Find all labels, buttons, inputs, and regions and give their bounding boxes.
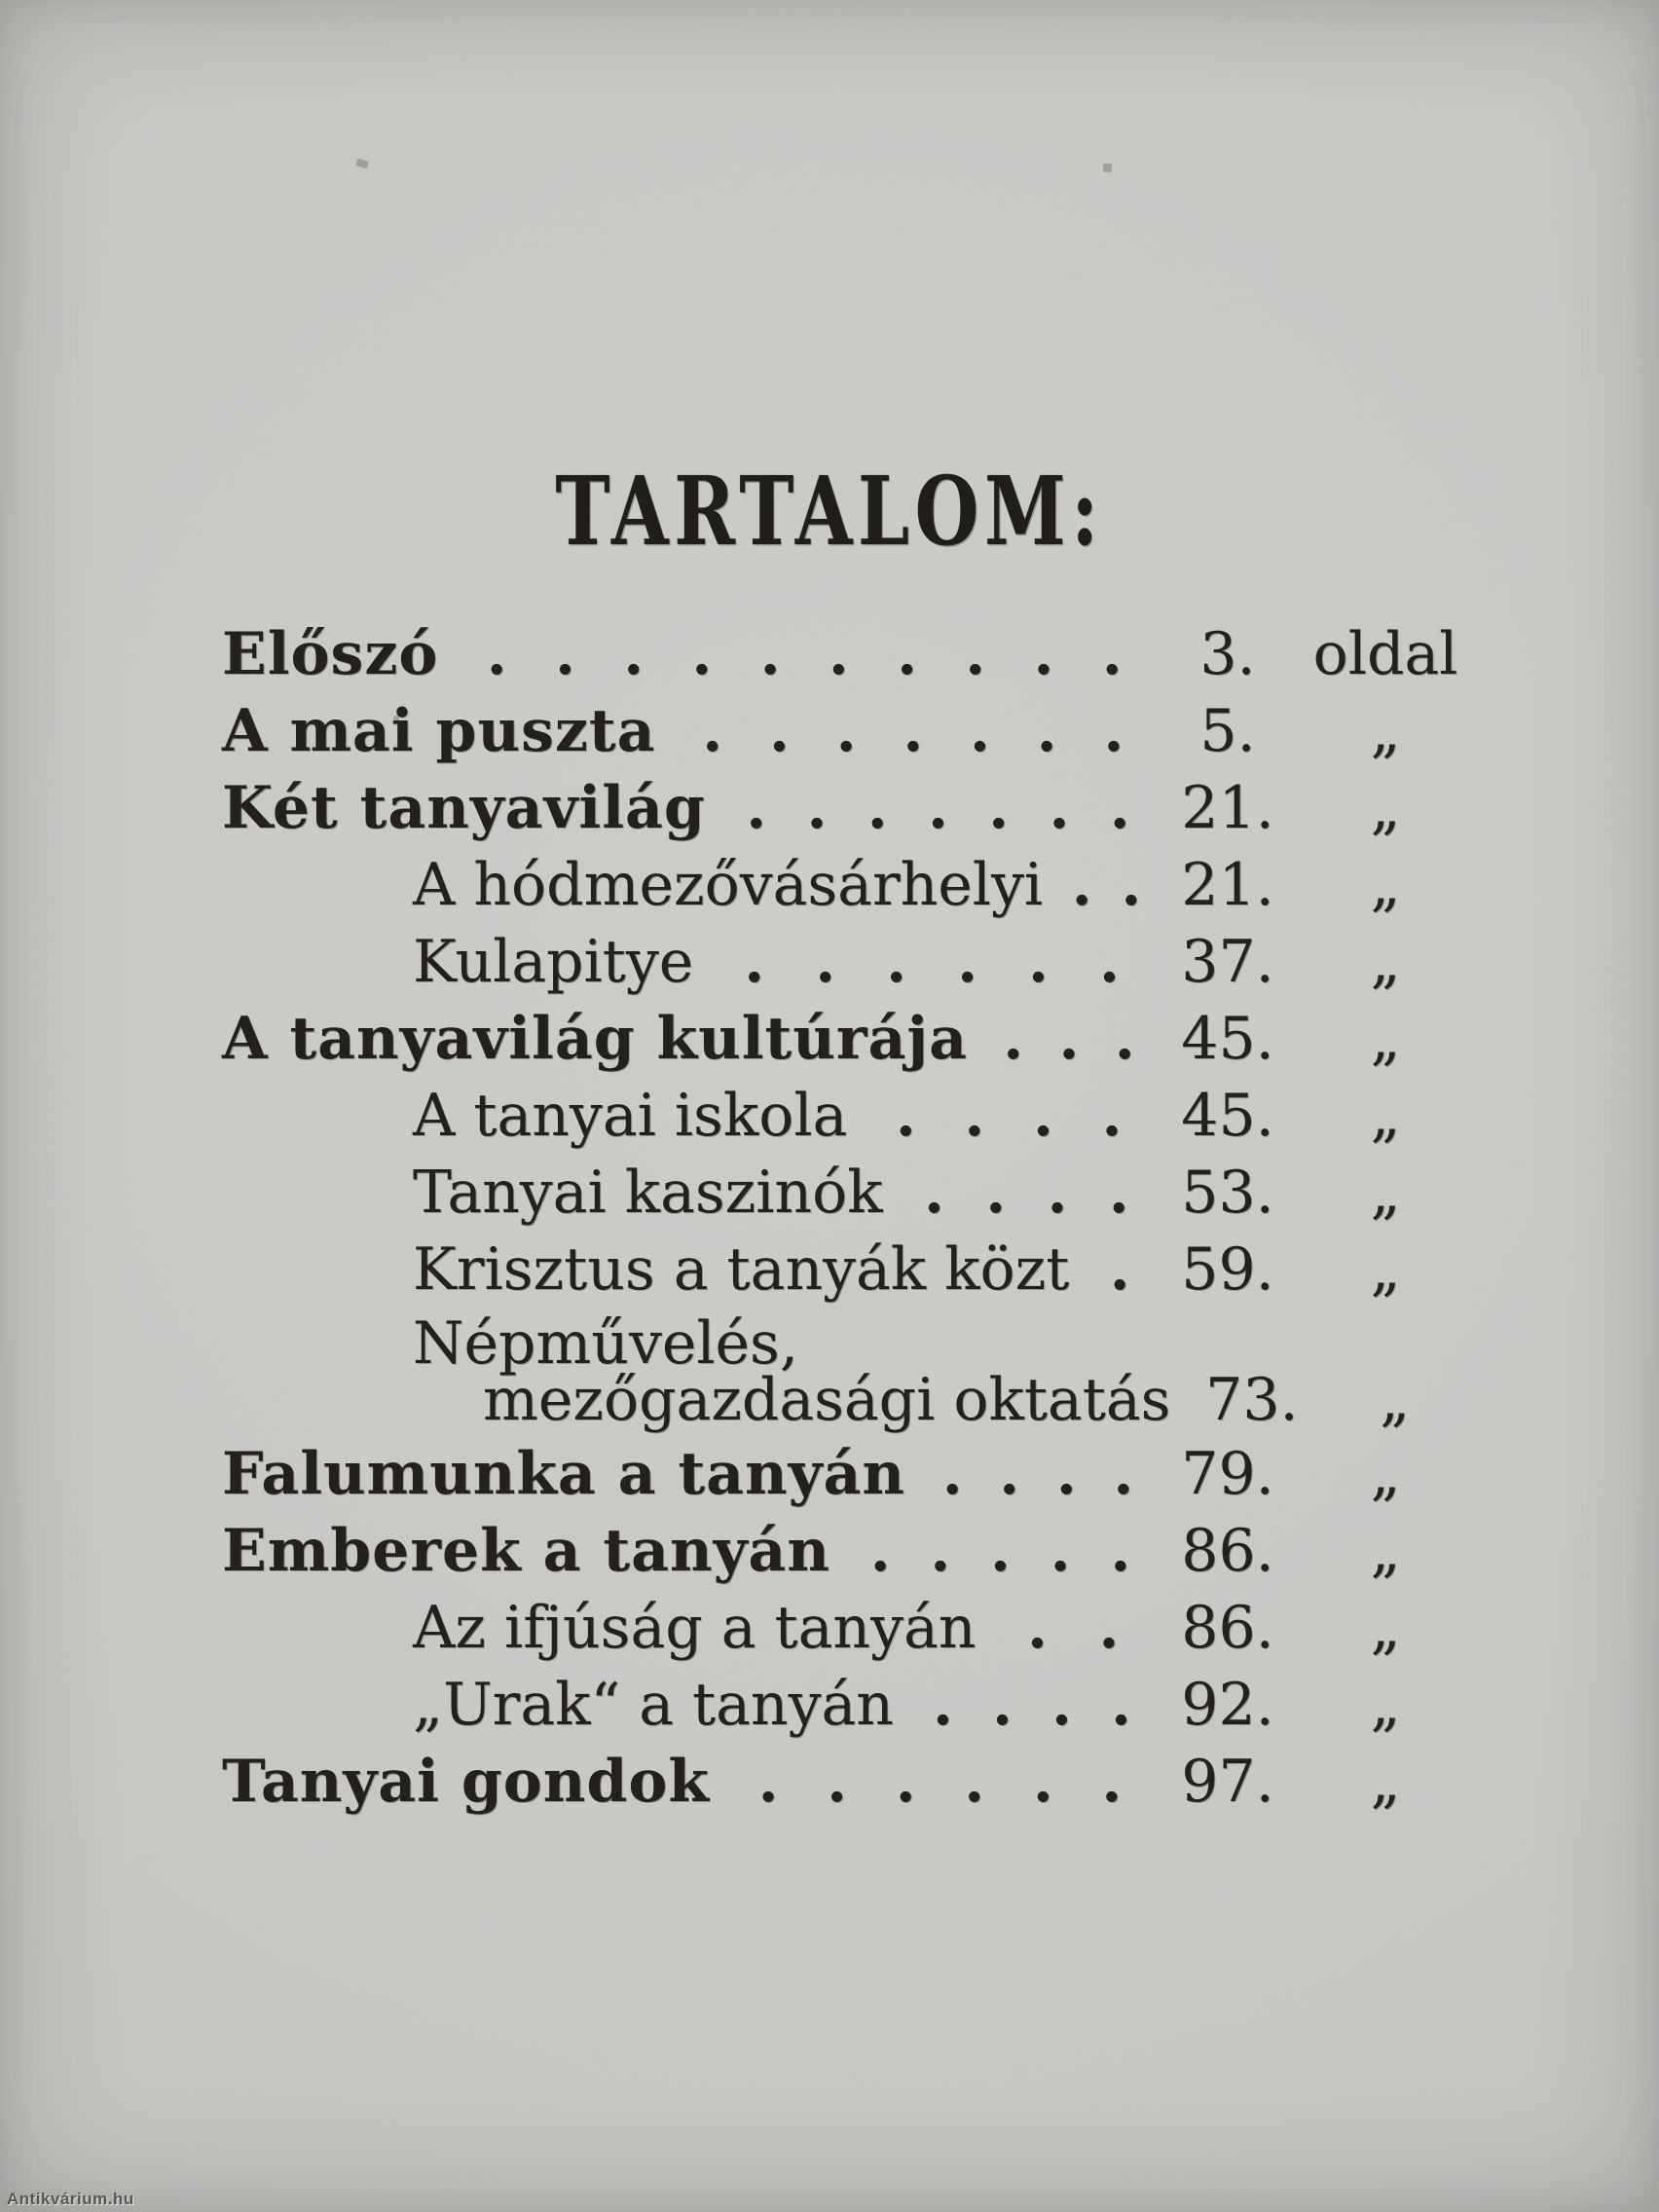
leader-dot: . [969, 700, 990, 762]
leader-dot: . [988, 777, 1010, 839]
toc-entry-label: Két tanyavilág [222, 774, 706, 842]
scan-speck [355, 158, 369, 169]
toc-entry-label: A mai puszta [222, 697, 656, 765]
toc-dots [883, 1161, 1170, 1224]
leader-dot: . [1058, 1008, 1080, 1070]
toc-unit: „ [1370, 1005, 1401, 1073]
leader-dot: . [1050, 1520, 1071, 1582]
toc-unit: „ [1370, 697, 1401, 765]
toc-unit: „ [1370, 1440, 1401, 1508]
toc-entry-label: A tanyavilág kultúrája [222, 1005, 968, 1073]
toc-row [222, 1517, 1486, 1585]
leader-dot: . [941, 1443, 963, 1505]
toc-row-line [222, 1366, 1486, 1434]
toc-dots [894, 1674, 1170, 1736]
toc-entry-label: Falumunka a tanyán [222, 1440, 906, 1508]
toc-unit: „ [1370, 851, 1401, 919]
toc-page-number: 97. [1181, 1748, 1274, 1816]
toc-row-line [222, 1440, 1486, 1508]
leader-dot: . [1036, 700, 1057, 762]
toc-page-number: 45. [1181, 1082, 1274, 1150]
leader-dot: . [1098, 1597, 1120, 1659]
toc-entry-label: Kulapitye [413, 928, 694, 996]
leader-dot: . [1028, 931, 1049, 993]
toc-unit: „ [1370, 1517, 1401, 1585]
leader-dot: . [815, 931, 836, 993]
toc-row [222, 1309, 1486, 1434]
toc-page-number: 45. [1181, 1005, 1274, 1073]
leader-dot: . [691, 623, 713, 685]
toc-row [222, 1594, 1486, 1662]
leader-dot: . [930, 1520, 951, 1582]
leader-dot: . [999, 1443, 1020, 1505]
toc-entry-label: Előszó [222, 620, 439, 688]
leader-dot: . [1098, 931, 1120, 993]
toc-row [222, 620, 1486, 688]
toc-entry-label: A hódmezővásárhelyi [413, 851, 1044, 919]
toc-unit: „ [1370, 928, 1401, 996]
toc-entry-label: A tanyai iskola [413, 1082, 848, 1150]
page-title: TARTALOM: [555, 456, 1104, 567]
toc-dots [847, 1085, 1170, 1147]
leader-dot: . [1101, 1751, 1123, 1813]
leader-dot: . [1032, 1085, 1053, 1147]
toc-row [222, 1671, 1486, 1739]
leader-dot: . [623, 623, 645, 685]
toc-page-number: 59. [1181, 1235, 1274, 1304]
leader-dot: . [1103, 700, 1124, 762]
leader-dot: . [869, 1520, 891, 1582]
leader-dot: . [895, 1085, 916, 1147]
toc-dots [976, 1597, 1170, 1659]
toc-unit: „ [1380, 1366, 1411, 1434]
leader-dot: . [895, 1751, 916, 1813]
toc-row-line [222, 1235, 1486, 1304]
toc-row [222, 1748, 1486, 1816]
leader-dot: . [886, 931, 907, 993]
toc-row [222, 774, 1486, 842]
leader-dot: . [965, 623, 986, 685]
leader-dot: . [1110, 1520, 1131, 1582]
leader-dot: . [1111, 1674, 1131, 1736]
leader-dot: . [992, 1674, 1013, 1736]
toc-page-number: 37. [1181, 928, 1274, 996]
leader-dot: . [933, 1674, 953, 1736]
toc-page-number: 86. [1181, 1594, 1274, 1662]
toc-entry-label: Tanyai gondok [222, 1748, 710, 1816]
toc-page-number: 3. [1199, 620, 1256, 688]
toc-entry-label: Emberek a tanyán [222, 1517, 830, 1585]
leader-dot: . [1109, 1238, 1130, 1301]
toc-unit: „ [1370, 1594, 1401, 1662]
toc-entry-label: Krisztus a tanyák közt [413, 1235, 1070, 1304]
leader-dot: . [1071, 854, 1092, 916]
leader-dot: . [1101, 1085, 1123, 1147]
leader-dot: . [806, 777, 828, 839]
leader-dot: . [990, 1520, 1011, 1582]
toc-unit: „ [1370, 1748, 1401, 1816]
leader-dot: . [985, 1161, 1007, 1224]
toc-dots [968, 1008, 1170, 1070]
leader-dot: . [927, 777, 948, 839]
toc-row [222, 1082, 1486, 1150]
toc-row-line [222, 697, 1486, 765]
toc-entry-label: Népművelés, [413, 1309, 798, 1378]
toc-row-line [222, 620, 1486, 688]
leader-dot: . [1033, 623, 1054, 685]
leader-dot: . [1003, 1008, 1024, 1070]
leader-dot: . [757, 1751, 779, 1813]
toc-row-line [222, 1517, 1486, 1585]
toc-row-line [222, 1594, 1486, 1662]
toc-dots [438, 623, 1170, 685]
toc-dots [830, 1520, 1170, 1582]
toc-unit: „ [1370, 1235, 1401, 1304]
leader-dot: . [486, 623, 507, 685]
toc-row [222, 1005, 1486, 1073]
leader-dot: . [1108, 1161, 1129, 1224]
toc-dots [1069, 1238, 1170, 1301]
toc-unit: „ [1370, 1671, 1401, 1739]
toc-dots [905, 1443, 1170, 1505]
toc-row-line [222, 1082, 1486, 1150]
toc-row [222, 928, 1486, 996]
leader-dot: . [897, 623, 917, 685]
toc-dots [710, 1751, 1170, 1813]
toc-row-line [222, 1159, 1486, 1227]
leader-dot: . [1049, 777, 1070, 839]
toc-row [222, 1159, 1486, 1227]
toc-row-line [222, 774, 1486, 842]
leader-dot: . [827, 1751, 848, 1813]
leader-dot: . [903, 700, 924, 762]
leader-dot: . [1114, 1008, 1135, 1070]
toc-entry-label: Az ifjúság a tanyán [413, 1594, 977, 1662]
leader-dot: . [744, 931, 765, 993]
leader-dot: . [759, 623, 781, 685]
toc-row-line [222, 851, 1486, 919]
leader-dot: . [828, 623, 849, 685]
toc-unit: „ [1370, 1082, 1401, 1150]
leader-dot: . [1027, 1597, 1048, 1659]
toc-page-number: 5. [1199, 697, 1256, 765]
toc-page-number: 53. [1181, 1159, 1274, 1227]
scan-speck [1103, 164, 1112, 172]
leader-dot: . [702, 700, 723, 762]
toc-row-line [222, 1748, 1486, 1816]
toc-unit: oldal [1312, 620, 1458, 688]
leader-dot: . [1055, 1443, 1077, 1505]
toc-page-number: 21. [1181, 851, 1274, 919]
leader-dot: . [923, 1161, 944, 1224]
toc-page-number: 21. [1181, 774, 1274, 842]
toc-entry-label: „Urak“ a tanyán [413, 1671, 894, 1739]
leader-dot: . [957, 931, 977, 993]
toc-row-line [222, 1309, 1486, 1378]
watermark: Antikvárium.hu [7, 2190, 134, 2208]
leader-dot: . [1121, 854, 1142, 916]
leader-dot: . [1101, 623, 1123, 685]
leader-dot: . [1047, 1161, 1068, 1224]
toc-row-line [222, 928, 1486, 996]
leader-dot: . [1113, 1443, 1134, 1505]
toc-unit: „ [1370, 1159, 1401, 1227]
toc-page-number: 86. [1181, 1517, 1274, 1585]
toc-page-number: 73. [1205, 1366, 1299, 1434]
toc-dots [706, 777, 1170, 839]
leader-dot: . [746, 777, 767, 839]
toc-row [222, 1440, 1486, 1508]
toc-row [222, 851, 1486, 919]
toc-entry-label: Tanyai kaszinók [413, 1159, 883, 1227]
toc-unit: „ [1370, 774, 1401, 842]
toc-dots [1043, 854, 1170, 916]
toc-row [222, 697, 1486, 765]
toc-row-line [222, 1005, 1486, 1073]
toc-dots [656, 700, 1170, 762]
leader-dot: . [768, 700, 790, 762]
toc-entry-label-continued: mezőgazdasági oktatás [483, 1366, 1171, 1434]
toc-list [222, 620, 1486, 1827]
leader-dot: . [1109, 777, 1130, 839]
toc-row-line [222, 1671, 1486, 1739]
leader-dot: . [1032, 1751, 1053, 1813]
leader-dot: . [554, 623, 575, 685]
leader-dot: . [964, 1085, 985, 1147]
leader-dot: . [835, 700, 857, 762]
toc-dots [693, 931, 1170, 993]
leader-dot: . [1051, 1674, 1072, 1736]
leader-dot: . [866, 777, 888, 839]
leader-dot: . [964, 1751, 985, 1813]
toc-row [222, 1235, 1486, 1304]
toc-page-number: 92. [1181, 1671, 1274, 1739]
toc-page-number: 79. [1181, 1440, 1274, 1508]
